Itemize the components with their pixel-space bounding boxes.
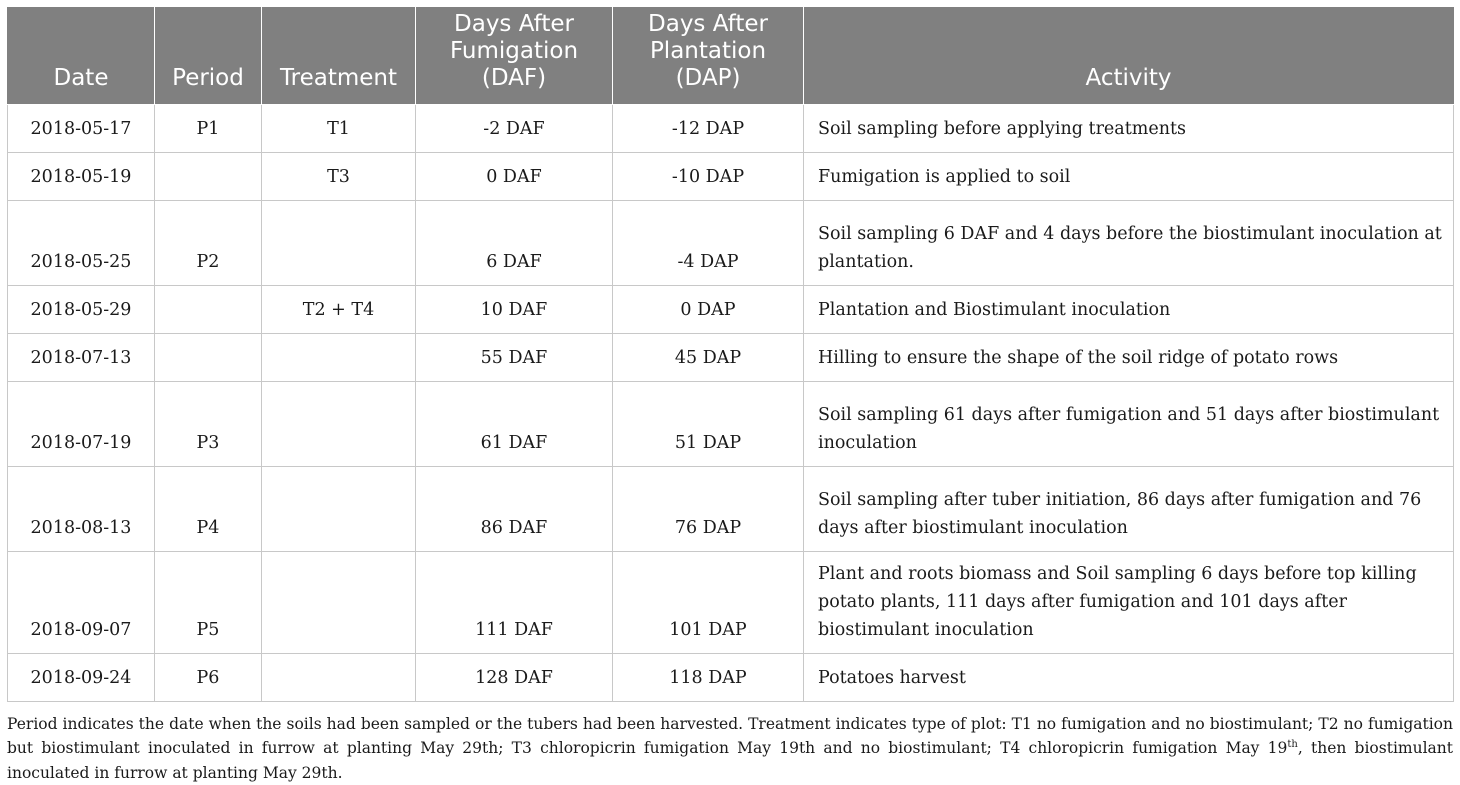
table-footnote: [7, 712, 1453, 785]
cell-period: P2: [155, 200, 262, 285]
cell-daf: 61 DAF: [416, 381, 613, 466]
cell-daf: -2 DAF: [416, 104, 613, 152]
cell-activity: Hilling to ensure the shape of the soil ridge of potato rows: [804, 333, 1454, 381]
cell-dap: 101 DAP: [613, 551, 804, 653]
cell-period: P4: [155, 466, 262, 551]
cell-daf: 0 DAF: [416, 152, 613, 200]
cell-period: P6: [155, 653, 262, 701]
cell-period: P1: [155, 104, 262, 152]
cell-activity: Soil sampling 61 days after fumigation and 51 days after biostimulant inoculation: [804, 381, 1454, 466]
table-row: [8, 466, 1454, 551]
cell-date: 2018-05-19: [8, 152, 155, 200]
cell-date: 2018-05-29: [8, 285, 155, 333]
cell-daf: 128 DAF: [416, 653, 613, 701]
cell-activity: Soil sampling 6 DAF and 4 days before the biostimulant inoculation at plantation.: [804, 200, 1454, 285]
cell-period: [155, 152, 262, 200]
cell-treatment: T2 + T4: [262, 285, 416, 333]
cell-dap: -10 DAP: [613, 152, 804, 200]
schedule-table: [7, 7, 1454, 702]
cell-dap: -4 DAP: [613, 200, 804, 285]
cell-treatment: [262, 381, 416, 466]
header-period: Period: [155, 7, 262, 104]
table-row: [8, 104, 1454, 152]
table-row: [8, 333, 1454, 381]
cell-daf: 111 DAF: [416, 551, 613, 653]
cell-dap: 51 DAP: [613, 381, 804, 466]
cell-daf: 86 DAF: [416, 466, 613, 551]
cell-activity: Plant and roots biomass and Soil sampling 6 days before top killing potato plants, 111 days after fumigation and 101 days after biostimulant inoculation: [804, 551, 1454, 653]
cell-activity: Soil sampling after tuber initiation, 86 days after fumigation and 76 days after biostimulant inoculation: [804, 466, 1454, 551]
cell-treatment: [262, 466, 416, 551]
cell-dap: 0 DAP: [613, 285, 804, 333]
cell-activity: Potatoes harvest: [804, 653, 1454, 701]
cell-date: 2018-07-19: [8, 381, 155, 466]
footnote-text-1: Period indicates the date when the soils had been sampled or the tubers had been harvested. Treatment indicates type of plot: T1 no fumigation and no biostimulant; T2 no fumigation but biostimulant inoculated in furrow at planting May 29th; T3 chloropicrin fumigation May 19th and no biostimulant; T4 chloropicrin fumigation May 19: [7, 715, 1453, 758]
cell-date: 2018-09-07: [8, 551, 155, 653]
cell-period: P3: [155, 381, 262, 466]
header-activity: Activity: [804, 7, 1454, 104]
cell-treatment: [262, 551, 416, 653]
table-row: [8, 152, 1454, 200]
cell-treatment: [262, 200, 416, 285]
cell-daf: 55 DAF: [416, 333, 613, 381]
cell-daf: 10 DAF: [416, 285, 613, 333]
cell-date: 2018-08-13: [8, 466, 155, 551]
table-row: [8, 200, 1454, 285]
cell-dap: 76 DAP: [613, 466, 804, 551]
header-daf: Days After Fumigation (DAF): [416, 7, 613, 104]
cell-dap: 118 DAP: [613, 653, 804, 701]
cell-date: 2018-05-17: [8, 104, 155, 152]
footnote-text-2: , then biostimulant inoculated in furrow at planting May 29th.: [7, 739, 1453, 782]
cell-dap: -12 DAP: [613, 104, 804, 152]
cell-treatment: T1: [262, 104, 416, 152]
cell-treatment: [262, 653, 416, 701]
cell-date: 2018-07-13: [8, 333, 155, 381]
cell-activity: Fumigation is applied to soil: [804, 152, 1454, 200]
cell-activity: Plantation and Biostimulant inoculation: [804, 285, 1454, 333]
cell-dap: 45 DAP: [613, 333, 804, 381]
header-dap: Days After Plantation (DAP): [613, 7, 804, 104]
footnote-superscript: th: [1287, 739, 1297, 750]
cell-period: [155, 333, 262, 381]
cell-period: P5: [155, 551, 262, 653]
table-row: [8, 653, 1454, 701]
cell-daf: 6 DAF: [416, 200, 613, 285]
table-row: [8, 381, 1454, 466]
header-row: [8, 7, 1454, 104]
table-row: [8, 285, 1454, 333]
header-date: Date: [8, 7, 155, 104]
cell-activity: Soil sampling before applying treatments: [804, 104, 1454, 152]
cell-period: [155, 285, 262, 333]
cell-treatment: T3: [262, 152, 416, 200]
cell-date: 2018-05-25: [8, 200, 155, 285]
header-treatment: Treatment: [262, 7, 416, 104]
cell-treatment: [262, 333, 416, 381]
table-row: [8, 551, 1454, 653]
schedule-table-container: [7, 7, 1453, 702]
cell-date: 2018-09-24: [8, 653, 155, 701]
